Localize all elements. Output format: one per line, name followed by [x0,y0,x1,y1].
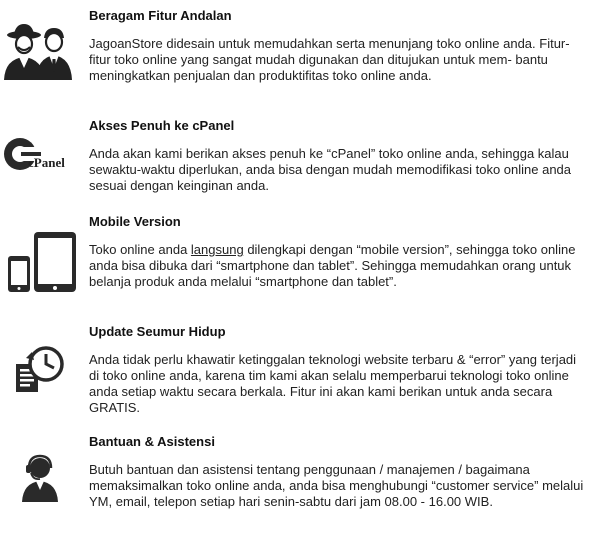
langsung-link[interactable]: langsung [190,242,244,257]
feature-title: Akses Penuh ke cPanel [89,118,235,133]
feature-content [89,118,589,194]
cpanel-icon [0,134,80,204]
update-clock-icon [0,342,80,412]
cpanel-icon-label: cPanel [28,155,65,170]
feature-content [89,8,589,84]
mobile-devices-icon [0,230,80,300]
feature-content [89,434,589,510]
desc-text: Toko online anda [89,242,191,257]
feature-description: Anda tidak perlu khawatir ketinggalan teknologi website terbaru & “error” yang terjadi di toko online anda, karena tim kami akan selalu memperbarui teknologi toko online anda setiap waktu secara berkala. Fitur ini akan kami berikan untuk anda secara GRATIS. [89,352,577,415]
feature-content [89,324,589,416]
feature-description [89,242,589,290]
support-agent-icon [0,454,80,524]
feature-title: Bantuan & Asistensi [89,434,215,449]
feature-title: Update Seumur Hidup [89,324,226,339]
feature-title: Beragam Fitur Andalan [89,8,232,23]
feature-description: JagoanStore didesain untuk memudahkan serta menunjang toko online anda. Fitur-fitur toko online yang sangat mudah digunakan dan ditujukan untuk mem- bantu meningkatkan penjualan dan produktifitas toko online anda. [89,36,570,83]
users-icon [0,22,80,92]
feature-description: Anda akan kami berikan akses penuh ke “cPanel” toko online anda, sehingga kalau sewaktu-waktu diperlukan, anda bisa dengan mudah memodifikasi toko online anda sesuai dengan keinginan anda. [89,146,572,193]
feature-description: Butuh bantuan dan asistensi tentang penggunaan / manajemen / bagaimana memaksimalkan toko online anda, anda bisa menghubungi “customer service” melalui YM, email, telepon setiap hari senin-sabtu dari jam 08.00 - 16.00 WIB. [89,462,584,509]
desc-text: dilengkapi dengan “mobile version”, sehingga toko online anda bisa dibuka dari “smartphone dan tablet”. Sehingga memudahkan orang untuk belanja produk anda melalui “smartphone dan tablet”. [89,242,576,289]
feature-title: Mobile Version [89,214,181,229]
feature-content [89,214,589,290]
